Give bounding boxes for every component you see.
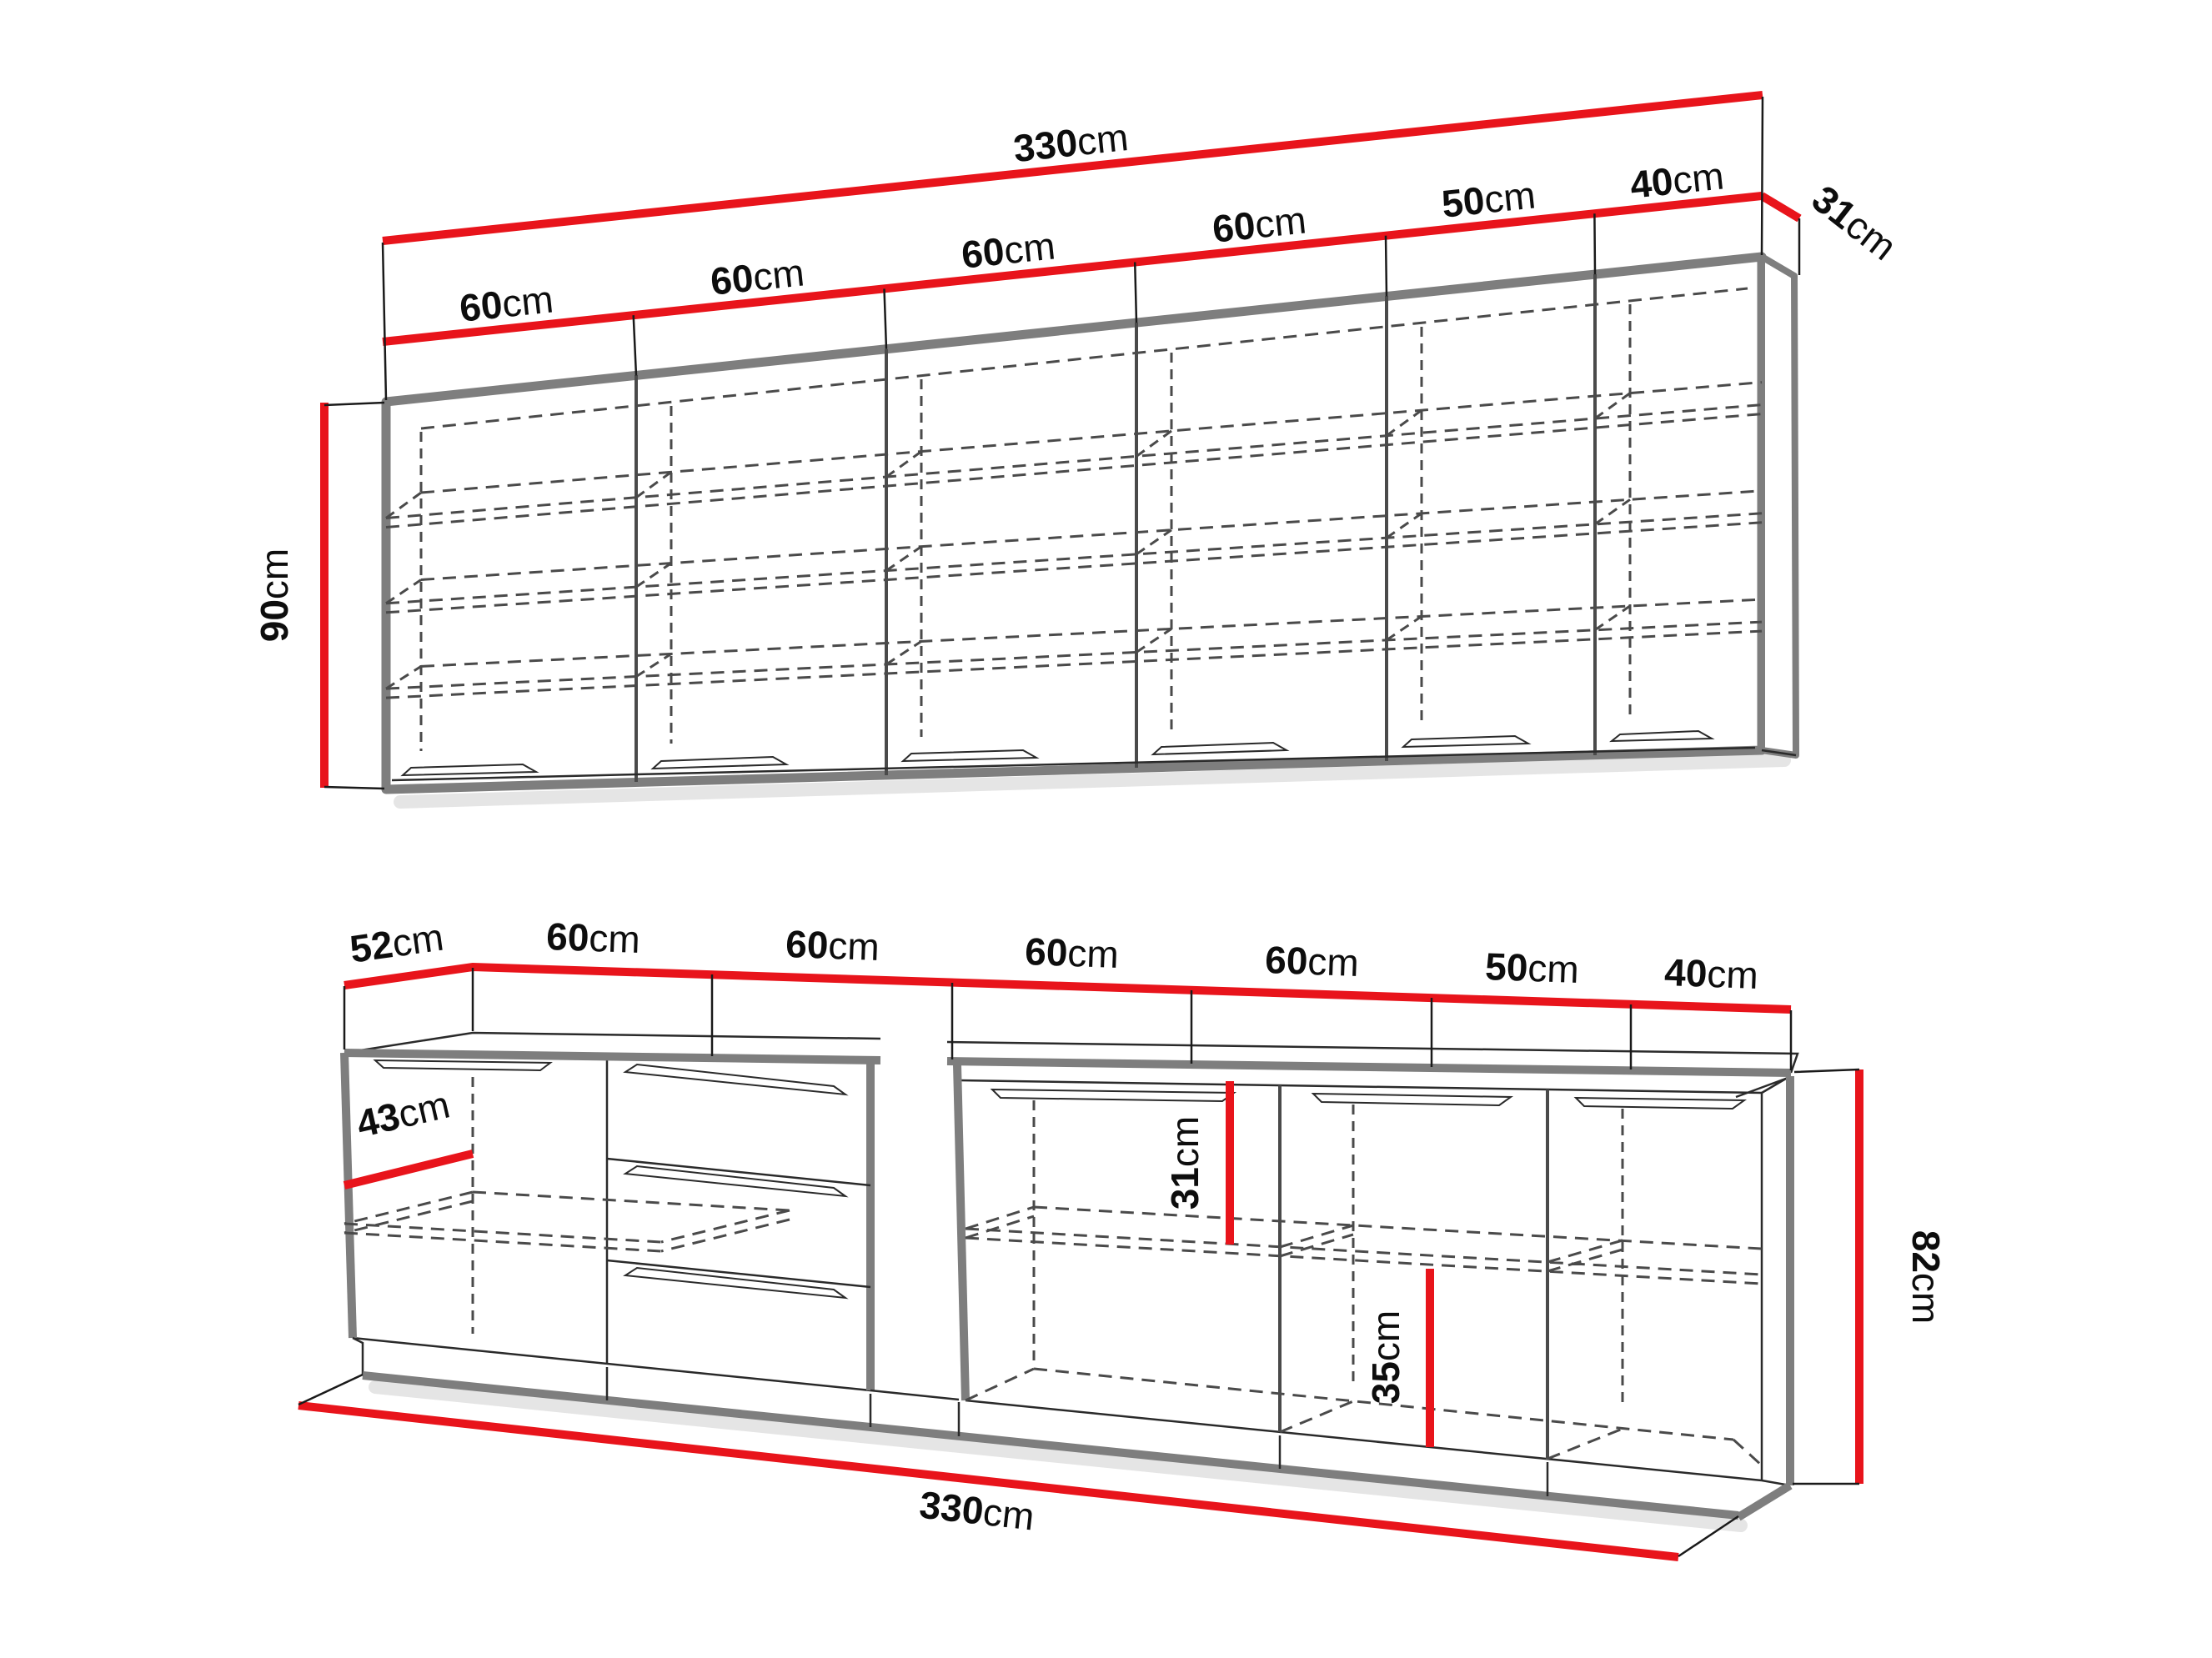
base-above-shelf-label: 31cm	[1163, 1115, 1206, 1210]
wall-depth-line	[1762, 196, 1799, 218]
wall-cabinet-group	[386, 257, 1796, 802]
base-counter-depth-label: 52cm	[347, 914, 447, 971]
base-right-door-handles	[992, 1089, 1744, 1109]
base-right-shelf-dashes	[966, 1207, 1762, 1284]
base-cabinet-group	[344, 1033, 1798, 1525]
base-right-unit-bottom-edge	[966, 1400, 1762, 1480]
wall-depth-label: 31cm	[1803, 176, 1905, 269]
base-segment-label-4: 50cm	[1484, 944, 1580, 991]
plinth-left-step	[353, 1338, 363, 1375]
wall-segment-label-5: 40cm	[1628, 153, 1726, 207]
base-total-width-label: 330cm	[917, 1482, 1037, 1539]
base-gap-floor-line	[870, 1390, 959, 1400]
counter-left-front-edge	[344, 1053, 880, 1060]
base-total-width-line	[298, 1405, 1678, 1557]
counter-right-front-edge	[947, 1061, 1791, 1073]
base-left-unit-left-edge	[344, 1053, 353, 1338]
base-shelf-depth-label: 43cm	[352, 1082, 454, 1146]
base-right-back-corner-dashes	[1034, 1100, 1623, 1409]
base-left-door-handle	[375, 1060, 550, 1070]
base-segment-label-2: 60cm	[1024, 929, 1120, 976]
wall-segment-label-4: 50cm	[1439, 173, 1537, 226]
base-shelf-depth-line	[344, 1154, 473, 1185]
wall-segment-label-2: 60cm	[959, 223, 1057, 277]
wall-cabinet-front-face	[386, 257, 1762, 789]
wall-segment-label-1: 60cm	[708, 250, 806, 303]
wall-height-label: 90cm	[253, 548, 296, 643]
base-segment-label-0: 60cm	[545, 914, 641, 961]
base-below-shelf-label: 35cm	[1364, 1310, 1407, 1405]
base-right-unit-left-edge	[957, 1064, 966, 1400]
base-cabinet-shadow	[375, 1387, 1741, 1525]
base-segment-label-1: 60cm	[785, 922, 880, 969]
base-right-side-panel-edges	[1736, 1076, 1790, 1485]
base-left-shelf-dashes	[344, 1192, 790, 1251]
base-right-unit-door-dividers	[1280, 1085, 1547, 1460]
plinth-bottom-edge	[363, 1375, 1738, 1515]
wall-cabinet-right-side-panel	[1762, 257, 1796, 755]
base-drawer-handles	[625, 1064, 845, 1298]
base-segment-label-3: 60cm	[1264, 938, 1360, 984]
wall-segment-label-0: 60cm	[457, 277, 555, 330]
plinth-right-fold	[1738, 1485, 1790, 1517]
base-segment-label-5: 40cm	[1663, 950, 1759, 997]
base-height-label: 82cm	[1904, 1230, 1948, 1325]
wall-segment-label-3: 60cm	[1210, 198, 1308, 251]
wall-total-width-label: 330cm	[1011, 115, 1131, 171]
